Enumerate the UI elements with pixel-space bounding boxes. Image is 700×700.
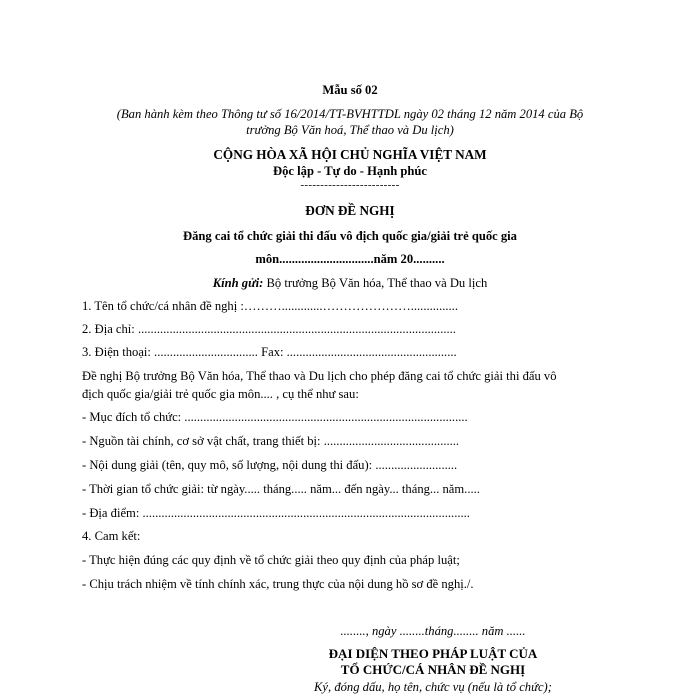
document-subtitle-line-1: Đăng cai tổ chức giải thi đấu vô địch quốc gia/giải trẻ quốc gia	[183, 229, 517, 243]
document-subtitle-line-2: môn..............................năm 20..........	[255, 252, 445, 266]
signature-title-line-2: TỔ CHỨC/CÁ NHÂN ĐỀ NGHỊ	[340, 662, 526, 677]
issuance-note-line-2: trưởng Bộ Văn hoá, Thể thao và Du lịch)	[246, 123, 454, 137]
commitment-heading: 4. Cam kết:	[82, 529, 141, 543]
field-organization-name: 1. Tên tổ chức/cá nhân đề nghị :……….............…………………...............	[82, 299, 458, 313]
detail-purpose: - Mục đích tổ chức: ..........................................................................................	[82, 410, 468, 424]
signature-note: Ký, đóng dấu, họ tên, chức vụ (nếu là tổ chức);	[314, 680, 552, 694]
detail-funding: - Nguồn tài chính, cơ sở vật chất, trang thiết bị: ...........................................	[82, 434, 460, 448]
form-number: Mẫu số 02	[322, 83, 378, 97]
recipient-line	[0, 275, 700, 291]
recipient-label: Kính gửi:	[212, 276, 264, 290]
motto-underline: -------------------------	[300, 179, 400, 191]
field-address: 2. Địa chỉ: .....................................................................................................	[82, 322, 456, 336]
signature-title-line-1: ĐẠI DIỆN THEO PHÁP LUẬT CỦA	[328, 646, 538, 661]
request-paragraph-line-2: địch quốc gia/giải trẻ quốc gia môn.... , cụ thể như sau:	[82, 387, 359, 401]
detail-content: - Nội dung giải (tên, quy mô, số lượng, nội dung thi đấu): ..........................	[82, 458, 458, 472]
issuance-note-line-1: (Ban hành kèm theo Thông tư số 16/2014/TT-BVHTTDL ngày 02 tháng 12 năm 2014 của Bộ	[116, 107, 584, 121]
document-title: ĐƠN ĐỀ NGHỊ	[305, 203, 395, 218]
request-paragraph-line-1: Đề nghị Bộ trưởng Bộ Văn hóa, Thể thao và Du lịch cho phép đăng cai tổ chức giải thi đấu vô	[82, 369, 557, 383]
detail-time: - Thời gian tổ chức giải: từ ngày..... tháng..... năm... đến ngày... tháng... năm.....	[82, 482, 480, 496]
field-phone-fax: 3. Điện thoại: ................................. Fax: ......................................................	[82, 345, 457, 359]
commitment-1: - Thực hiện đúng các quy định về tổ chức giải theo quy định của pháp luật;	[82, 553, 460, 567]
motto: Độc lập - Tự do - Hạnh phúc	[273, 164, 427, 178]
recipient-name: Bộ trưởng Bộ Văn hóa, Thể thao và Du lịch	[263, 276, 488, 290]
detail-venue: - Địa điểm: ........................................................................................................	[82, 506, 470, 520]
date-line: ........, ngày ........tháng........ năm ......	[340, 624, 526, 638]
commitment-2: - Chịu trách nhiệm về tính chính xác, trung thực của nội dung hồ sơ đề nghị./.	[82, 577, 474, 591]
national-title: CỘNG HÒA XÃ HỘI CHỦ NGHĨA VIỆT NAM	[213, 147, 487, 162]
